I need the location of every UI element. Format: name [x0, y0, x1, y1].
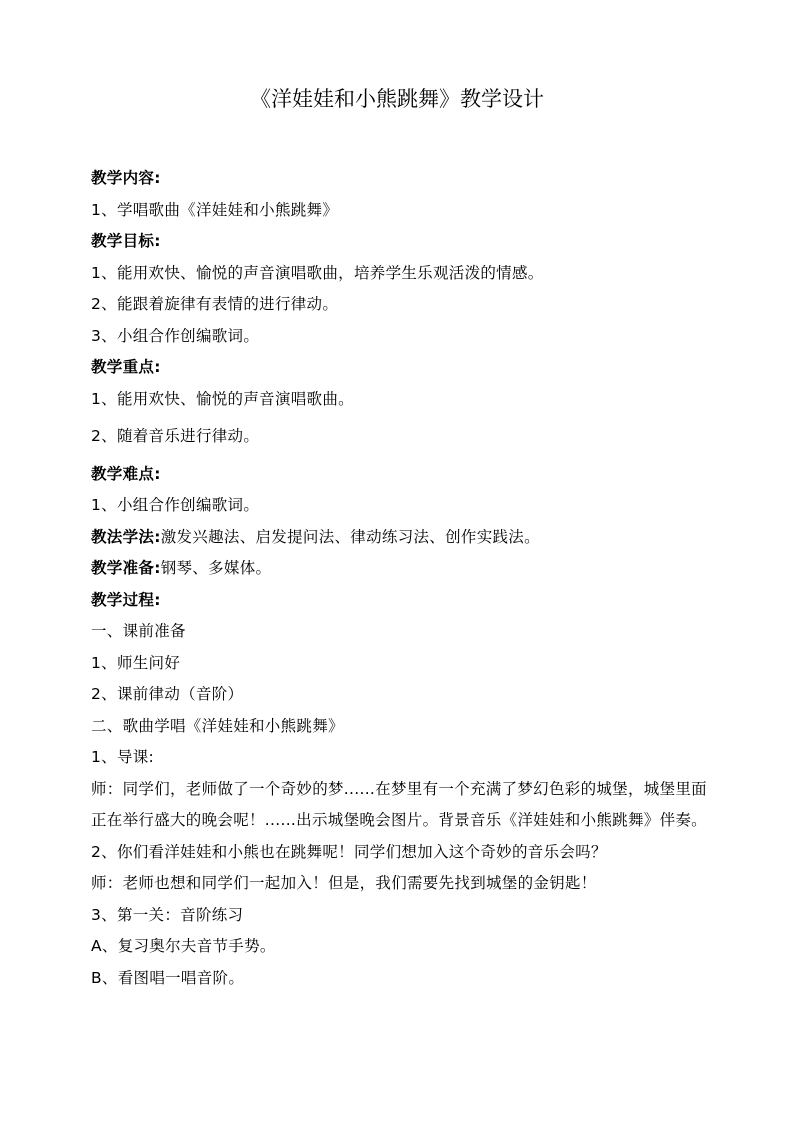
difficulty-item-1: 1、小组合作创编歌词。 [91, 496, 260, 514]
preparation-text: 钢琴、多媒体。 [160, 559, 272, 577]
document-body [91, 163, 713, 994]
scale-practice-b: B、看图唱一唱音阶。 [91, 968, 245, 987]
preparation-line [91, 553, 713, 585]
section-heading-goals: 教学目标: [91, 232, 161, 250]
section-heading-difficulty: 教学难点: [91, 464, 161, 483]
process-part-1: 一、课前准备 [91, 622, 186, 640]
methods-line [91, 522, 713, 554]
process-step-1-1: 1、师生问好 [91, 653, 181, 672]
intro-paragraph: 师：同学们，老师做了一个奇妙的梦......在梦里有一个充满了梦幻色彩的城堡，城堡里面正在举行盛大的晚会呢！......出示城堡晚会图片。背景音乐《洋娃娃和小熊跳舞》伴奏。 [91, 779, 707, 829]
goal-item-3: 3、小组合作创编歌词。 [91, 326, 260, 345]
keypoint-item-1: 1、能用欢快、愉悦的声音演唱歌曲。 [91, 389, 354, 408]
scale-practice-a: A、复习奥尔夫音节手势。 [91, 937, 276, 955]
process-step-2-2: 2、你们看洋娃娃和小熊也在跳舞呢！同学们想加入这个奇妙的音乐会吗？ [91, 842, 607, 861]
methods-text: 激发兴趣法、启发提问法、律动练习法、创作实践法。 [160, 527, 540, 546]
keypoint-item-2: 2、随着音乐进行律动。 [91, 427, 260, 445]
process-step-2-3: 3、第一关：音阶练习 [91, 905, 244, 924]
document-title: 《洋娃娃和小熊跳舞》教学设计 [250, 87, 544, 111]
section-heading-keypoints: 教学重点: [91, 358, 161, 376]
process-step-2-1: 1、导课: [91, 748, 155, 766]
methods-label: 教法学法: [91, 527, 161, 546]
section-heading-content: 教学内容: [91, 169, 161, 187]
goal-item-1: 1、能用欢快、愉悦的声音演唱歌曲，培养学生乐观活泼的情感。 [91, 263, 544, 282]
teacher-line: 师：老师也想和同学们一起加入！但是，我们需要先找到城堡的金钥匙！ [91, 874, 597, 892]
process-step-1-2: 2、课前律动（音阶） [91, 685, 244, 703]
preparation-label: 教学准备: [91, 559, 161, 577]
goal-item-2: 2、能跟着旋律有表情的进行律动。 [91, 295, 339, 313]
section-heading-process: 教学过程: [91, 590, 161, 609]
content-item-1: 1、学唱歌曲《洋娃娃和小熊跳舞》 [91, 200, 339, 219]
process-part-2: 二、歌曲学唱《洋娃娃和小熊跳舞》 [91, 716, 344, 735]
